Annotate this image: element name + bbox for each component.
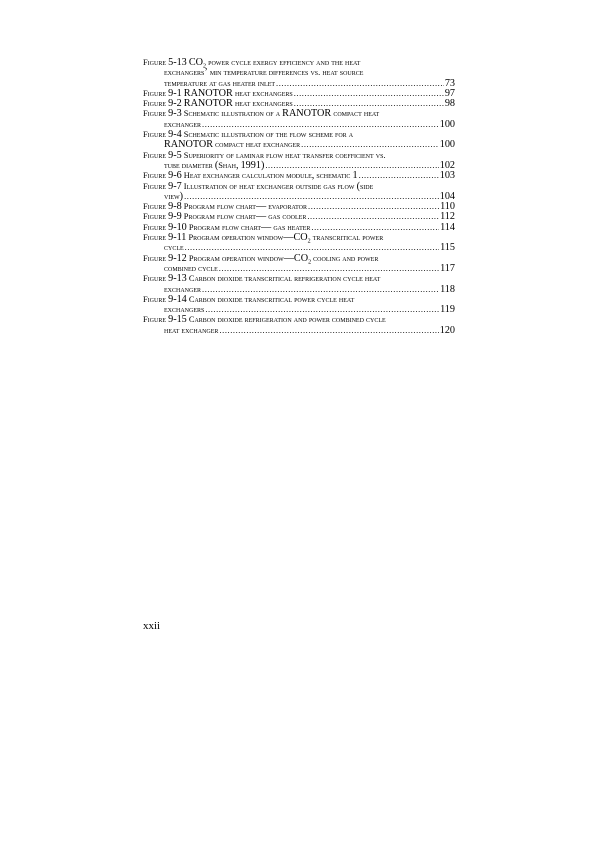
toc-entry[interactable] — [143, 233, 455, 254]
dot-leader — [301, 140, 439, 150]
toc-entry-page: 115 — [440, 242, 455, 254]
toc-entry-title: Figure 9-12 Program operation $window—CO_2$ cooling and power — [143, 252, 379, 266]
dot-leader — [311, 223, 439, 233]
toc-entry-page: 100 — [439, 139, 455, 151]
toc-entry-title: view) — [164, 190, 184, 202]
dot-leader — [184, 192, 439, 202]
toc-entry[interactable] — [143, 295, 455, 316]
toc-entry-title: Figure 9-9 Program flow chart— gas cooler — [143, 211, 307, 223]
toc-entry-title: Figure 9-11 Program operation $window—CO_2$ transcritical power — [143, 232, 384, 245]
toc-entry[interactable] — [143, 109, 455, 130]
toc-entry-title: cycle — [164, 243, 184, 253]
toc-entry-title: Figure 9-2 RANOTOR heat exchangers — [143, 98, 293, 110]
toc-entry-title: exchangers’ min temperature differences vs. heat source — [164, 67, 364, 79]
toc-entry-page: 119 — [440, 304, 455, 316]
toc-entry[interactable] — [143, 171, 455, 181]
page-number: xxii — [143, 620, 161, 632]
toc-entry-page: 112 — [440, 211, 455, 223]
toc-entry-title: Figure 9-14 Carbon dioxide transcritical power cycle heat — [143, 293, 355, 305]
toc-entry-title: RANOTOR compact heat exchanger — [164, 139, 301, 151]
toc-entry-title: Figure 5-13 $CO_2$ power cycle exergy efficiency and the heat — [143, 57, 361, 70]
toc-entry-page: 117 — [440, 262, 455, 274]
toc-entry-page: 120 — [439, 324, 455, 336]
toc-entry-page: 97 — [444, 87, 455, 99]
toc-entry-title: Figure 9-15 Carbon dioxide refrigeration and power combined cycle — [143, 314, 386, 326]
dot-leader — [205, 305, 439, 315]
toc-entry-page: 118 — [440, 283, 455, 295]
toc-entry-page: 100 — [439, 118, 455, 130]
toc-entry-title: Figure 9-10 Program flow chart— gas heater — [143, 221, 311, 233]
toc-entry-title: Figure 9-8 Program flow chart— evaporator — [143, 201, 308, 213]
dot-leader — [359, 171, 439, 181]
toc-entry-page: 104 — [439, 190, 455, 202]
toc-entry[interactable] — [143, 212, 455, 222]
toc-entry-page: 102 — [439, 159, 455, 171]
toc-entry-title: Figure 9-7 Illustration of heat exchanger outside gas flow (side — [143, 180, 374, 192]
toc-entry-title: Figure 9-13 Carbon dioxide transcritical refrigeration cycle heat — [143, 273, 381, 285]
toc-entry-page: 98 — [444, 98, 455, 110]
dot-leader — [308, 202, 439, 212]
toc-entry[interactable] — [143, 151, 455, 172]
toc-entry-title: exchanger — [164, 284, 201, 294]
dot-leader — [276, 79, 444, 89]
list-of-figures — [143, 58, 455, 336]
toc-entry[interactable] — [143, 274, 455, 295]
dot-leader — [202, 285, 439, 295]
toc-entry[interactable] — [143, 202, 455, 212]
toc-entry-page: 110 — [440, 201, 455, 213]
toc-entry[interactable] — [143, 182, 455, 203]
toc-entry-title: combined cycle — [164, 263, 218, 273]
toc-entry[interactable] — [143, 254, 455, 275]
dot-leader — [294, 89, 444, 99]
dot-leader — [219, 326, 438, 336]
toc-entry-title: tube diameter (Shah, 1991) — [164, 159, 265, 171]
dot-leader — [307, 212, 439, 222]
toc-entry-page: 114 — [440, 221, 455, 233]
toc-entry-title: Figure 9-6 Heat exchanger calculation module, schematic 1 — [143, 170, 358, 182]
toc-entry-title: heat exchanger — [164, 325, 219, 335]
toc-entry-title: exchanger — [164, 119, 201, 129]
toc-entry-title: Figure 9-5 Superiority of laminar flow heat transfer coefficient vs. — [143, 149, 386, 161]
dot-leader — [185, 243, 439, 253]
toc-entry-title: temperature at gas heater inlet — [164, 78, 276, 88]
toc-entry-title: Figure 9-3 Schematic illustration of a RANOTOR compact heat — [143, 108, 380, 120]
toc-entry[interactable] — [143, 58, 455, 89]
toc-entry-title: exchangers — [164, 305, 205, 315]
toc-entry-title: Figure 9-1 RANOTOR heat exchangers — [143, 87, 293, 99]
dot-leader — [219, 264, 439, 274]
toc-entry-page: 103 — [439, 170, 455, 182]
toc-entry[interactable] — [143, 130, 455, 151]
toc-entry-title: Figure 9-4 Schematic illustration of the flow scheme for a — [143, 129, 354, 141]
toc-entry-page: 73 — [444, 77, 455, 89]
toc-entry[interactable] — [143, 315, 455, 336]
dot-leader — [202, 120, 439, 130]
